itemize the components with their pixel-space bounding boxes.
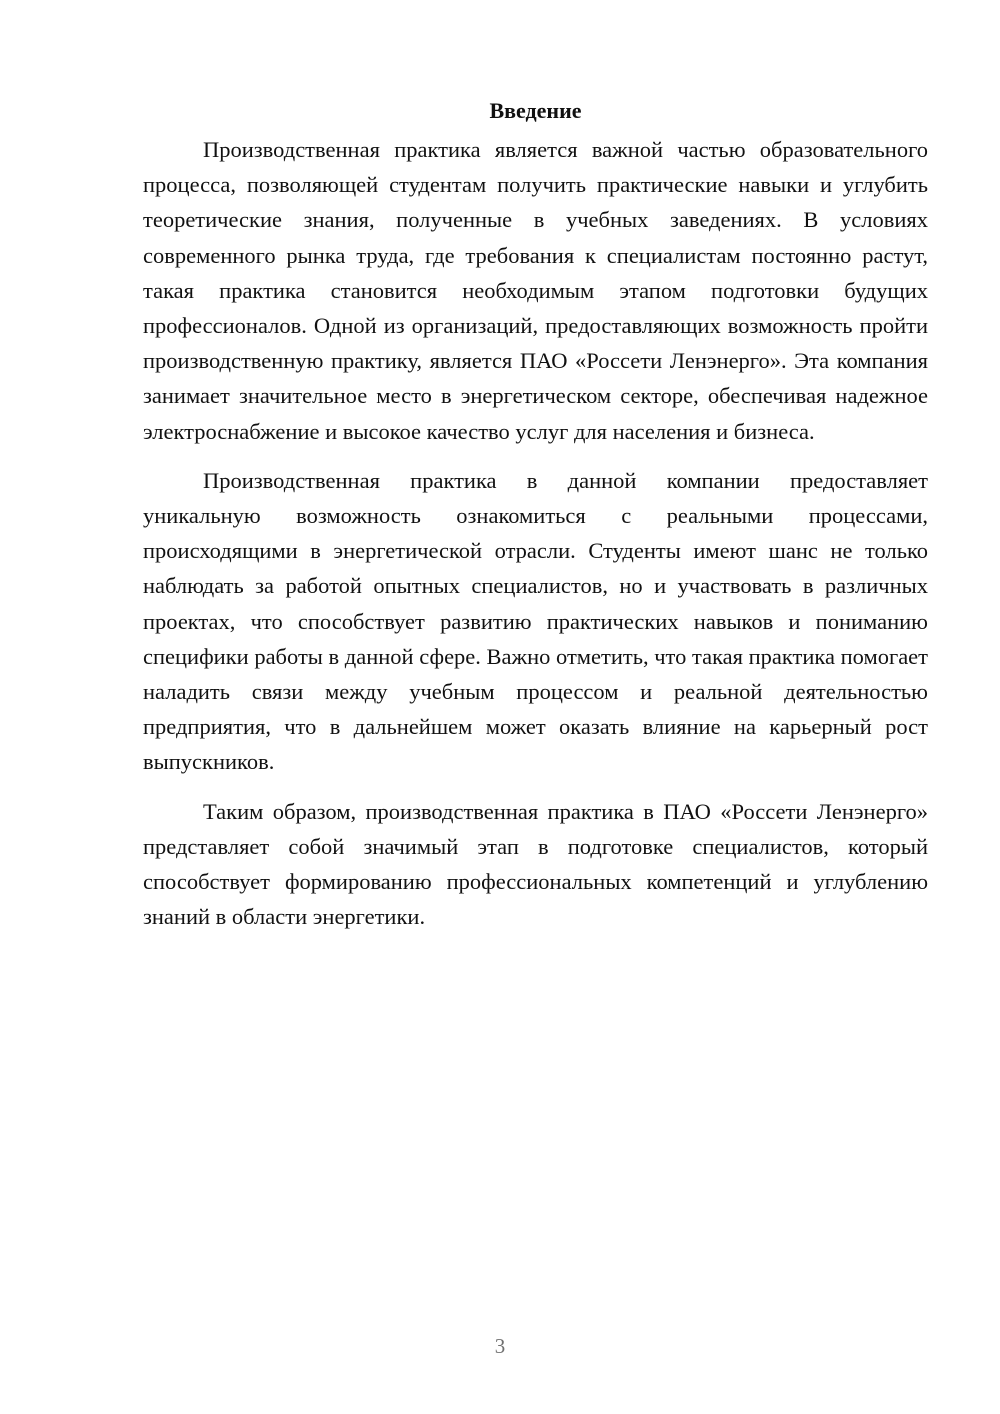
paragraph-intro: Производственная практика является важной частью образовательного процесса, позволяющей студентам получить практические навыки и углубить теоретические знания, полученные в учебных заведениях. В условиях современного рынка труда, где требования к специалистам постоянно растут, такая практика становится необходимым этапом подготовки будущих профессионалов. Одной из организаций, предоставляющих возможность пройти производственную практику, является ПАО «Россети Ленэнерго». Эта компания занимает значительное место в энергетическом секторе, обеспечивая надежное электроснабжение и высокое качество услуг для населения и бизнеса. [143, 137, 928, 444]
page-number: 3 [494, 1334, 506, 1358]
paragraph-company-practice: Производственная практика в данной компании предоставляет уникальную возможность ознакомиться с реальными процессами, происходящими в энергетической отрасли. Студенты имеют шанс не только наблюдать за работой опытных специалистов, но и участвовать в различных проектах, что способствует развитию практических навыков и пониманию специфики работы в данной сфере. Важно отметить, что такая практика помогает наладить связи между учебным процессом и реальной деятельностью предприятия, что в дальнейшем может оказать влияние на карьерный рост выпускников. [143, 467, 928, 775]
page-title: Введение [489, 98, 582, 123]
paragraph-conclusion: Таким образом, производственная практика в ПАО «Россети Ленэнерго» представляет собой значимый этап в подготовке специалистов, который способствует формированию профессиональных компетенций и углублению знаний в области энергетики. [143, 798, 928, 930]
page-content [143, 94, 928, 934]
